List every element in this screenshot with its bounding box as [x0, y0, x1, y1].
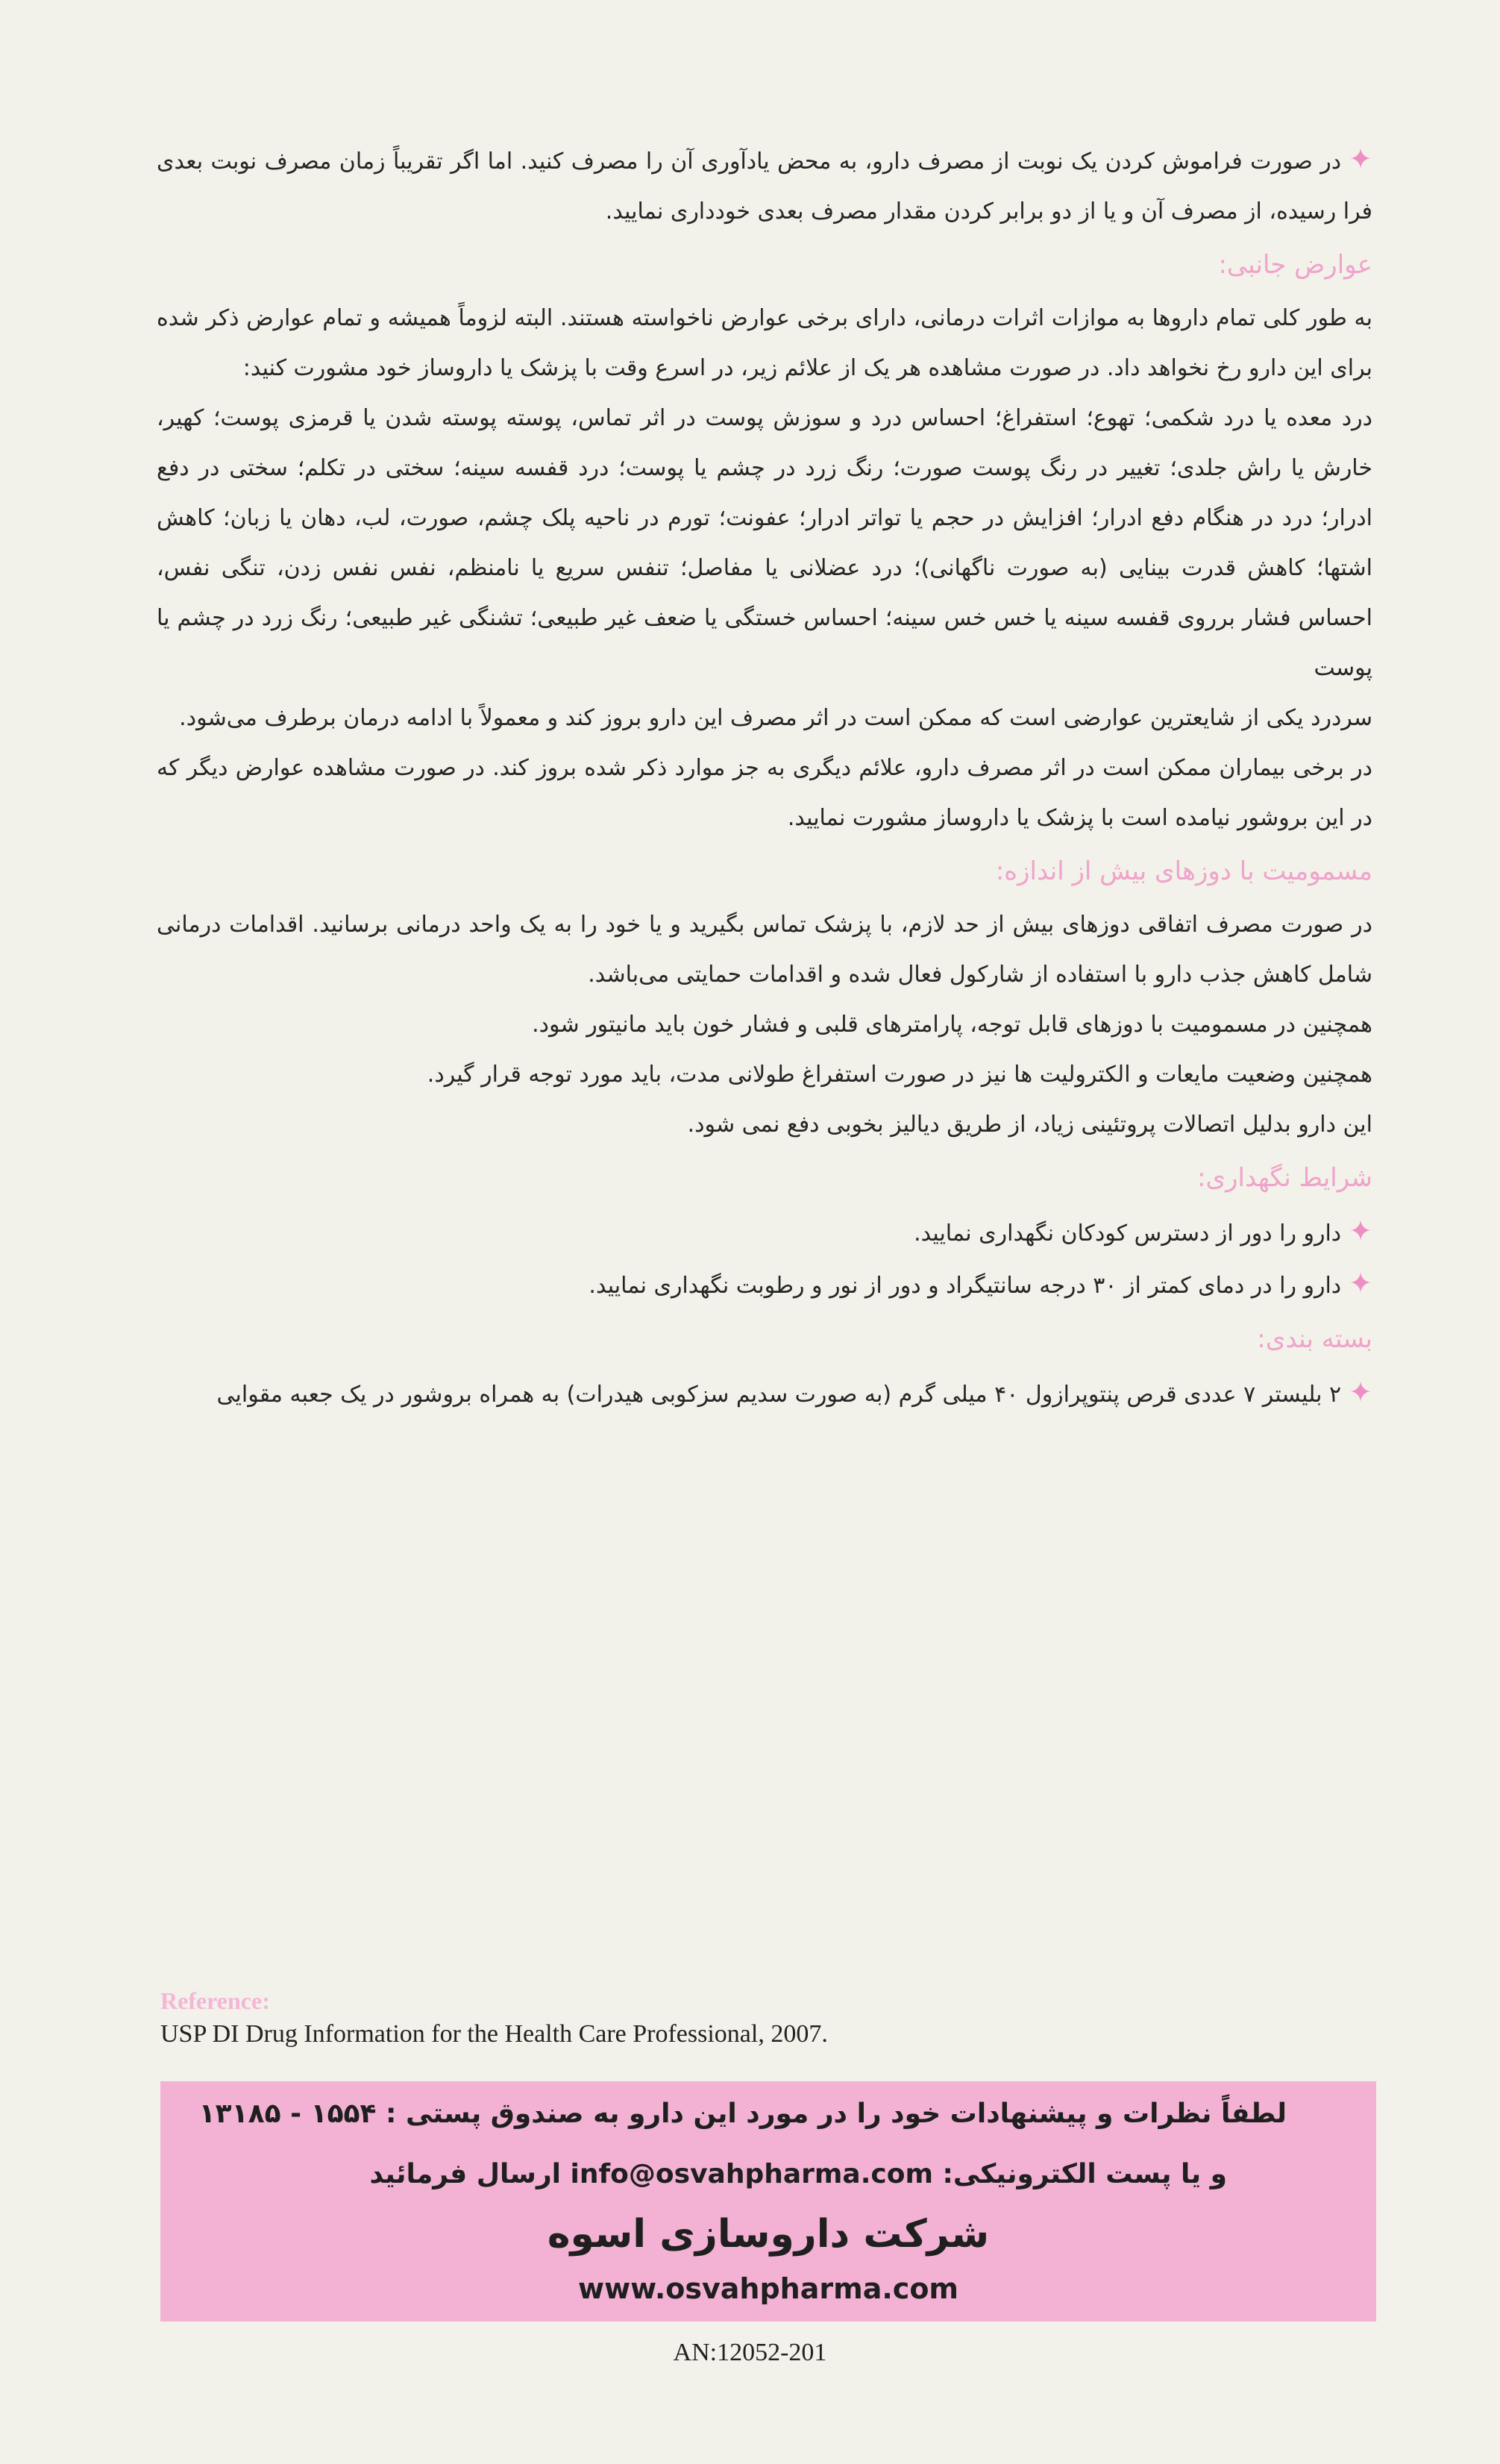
company-name: شرکت داروسازی اسوه [547, 2212, 990, 2257]
storage-item-1 [157, 1206, 1372, 1258]
overdose-heading: مسمومیت با دوزهای بیش از اندازه: [995, 856, 1372, 886]
missed-dose-paragraph [157, 134, 1372, 236]
overdose-paragraph-1: در صورت مصرف اتفاقی دوزهای بیش از حد لازم، با پزشک تماس بگیرید و یا خود را به یک واحد درمانی برسانید. اقدامات درمانی شامل کاهش جذب دارو با استفاده از شارکول فعال شده و اقدامات حمایتی می‌باشد. [157, 912, 1372, 988]
star-bullet-icon: ✦ [1349, 1267, 1372, 1300]
contact-postal-line: لطفاً نظرات و پیشنهادات خود را در مورد این دارو به صندوق پستی : ۱۵۵۴ - ۱۳۱۸۵ [198, 2098, 1287, 2129]
other-effects-note: در برخی بیماران ممکن است در اثر مصرف دارو، علائم دیگری به جز موارد ذکر شده بروز کند. در صورت مشاهده عوارض دیگر که در این بروشور نیامده است با پزشک یا داروساز مشورت نمایید. [157, 755, 1372, 831]
overdose-paragraph-4: این دارو بدلیل اتصالات پروتئینی زیاد، از طریق دیالیز بخوبی دفع نمی شود. [687, 1112, 1372, 1138]
contact-email-line: و یا پست الکترونیکی: info@osvahpharma.com ارسال فرمائید [369, 2159, 1227, 2189]
packaging-heading: بسته بندی: [1257, 1324, 1372, 1354]
side-effects-list: درد معده یا درد شکمی؛ تهوع؛ استفراغ؛ احساس درد و سوزش پوست در اثر تماس، پوسته پوسته شدن یا قرمزی پوست؛ کهیر، خارش یا راش جلدی؛ تغییر در رنگ پوست صورت؛ رنگ زرد در چشم یا پوست؛ درد قفسه سینه؛ سختی در تکلم؛ سختی در دفع ادرار؛ درد در هنگام دفع ادرار؛ افزایش در حجم یا تواتر ادرار؛ عفونت؛ تورم در ناحیه پلک چشم، صورت، لب، دهان یا زبان؛ کاهش اشتها؛ کاهش قدرت بینایی (به صورت ناگهانی)؛ درد عضلانی یا مفاصل؛ تنفس سریع یا نامنظم، نفس نفس زدن، تنگی نفس، احساس فشار برروی قفسه سینه یا خس خس سینه؛ احساس خستگی یا ضعف غیر طبیعی؛ تشنگی غیر طبیعی؛ رنگ زرد در چشم یا پوست [157, 405, 1372, 681]
reference-text: USP DI Drug Information for the Health Care Professional, 2007. [160, 2020, 828, 2048]
star-bullet-icon: ✦ [1349, 1214, 1372, 1247]
storage-item-text: دارو را در دمای کمتر از ۳۰ درجه سانتیگراد و دور از نور و رطوبت نگهداری نمایید. [589, 1273, 1342, 1299]
reference-title: Reference: [160, 1987, 270, 2014]
contact-box [160, 2081, 1376, 2322]
missed-dose-text: در صورت فراموش کردن یک نوبت از مصرف دارو، به محض یادآوری آن را مصرف کنید. اما اگر تقریباً زمان مصرف نوبت بعدی فرا رسیده، از مصرف آن و یا از دو برابر کردن مقدار مصرف بعدی خودداری نمایید. [157, 148, 1372, 225]
packaging-item-text: ۲ بلیستر ۷ عددی قرص پنتوپرازول ۴۰ میلی گرم (به صورت سدیم سزکوبی هیدرات) به همراه بروشور در یک جعبه مقوایی [216, 1382, 1342, 1408]
storage-item-text: دارو را دور از دسترس کودکان نگهداری نمایید. [914, 1220, 1342, 1247]
storage-heading: شرایط نگهداری: [1197, 1163, 1372, 1193]
overdose-paragraph-2: همچنین در مسمومیت با دوزهای قابل توجه، پارامترهای قلبی و فشار خون باید مانیتور شود. [532, 1012, 1372, 1038]
reference-block [160, 1984, 981, 2051]
packaging-item [157, 1367, 1372, 1420]
star-bullet-icon: ✦ [1349, 1376, 1372, 1408]
side-effects-intro: به طور کلی تمام داروها به موازات اثرات درمانی، دارای برخی عوارض ناخواسته هستند. البته لزوماً همیشه و تمام عوارض ذکر شده برای این دارو رخ نخواهد داد. در صورت مشاهده هر یک از علائم زیر، در اسرع وقت با پزشک یا داروساز خود مشورت کنید: [157, 305, 1372, 381]
headache-note: سردرد یکی از شایعترین عوارضی است که ممکن است در اثر مصرف این دارو بروز کند و معمولاً با ادامه درمان برطرف می‌شود. [179, 705, 1372, 731]
storage-item-2 [157, 1258, 1372, 1311]
side-effects-heading: عوارض جانبی: [1218, 250, 1372, 280]
company-website[interactable]: www.osvahpharma.com [577, 2272, 959, 2305]
an-code: AN:12052-201 [673, 2339, 827, 2366]
leaflet-column [157, 134, 1372, 1420]
overdose-paragraph-3: همچنین وضعیت مایعات و الکترولیت ها نیز در صورت استفراغ طولانی مدت، باید مورد توجه قرار گیرد. [427, 1062, 1372, 1088]
star-bullet-icon: ✦ [1349, 142, 1372, 175]
